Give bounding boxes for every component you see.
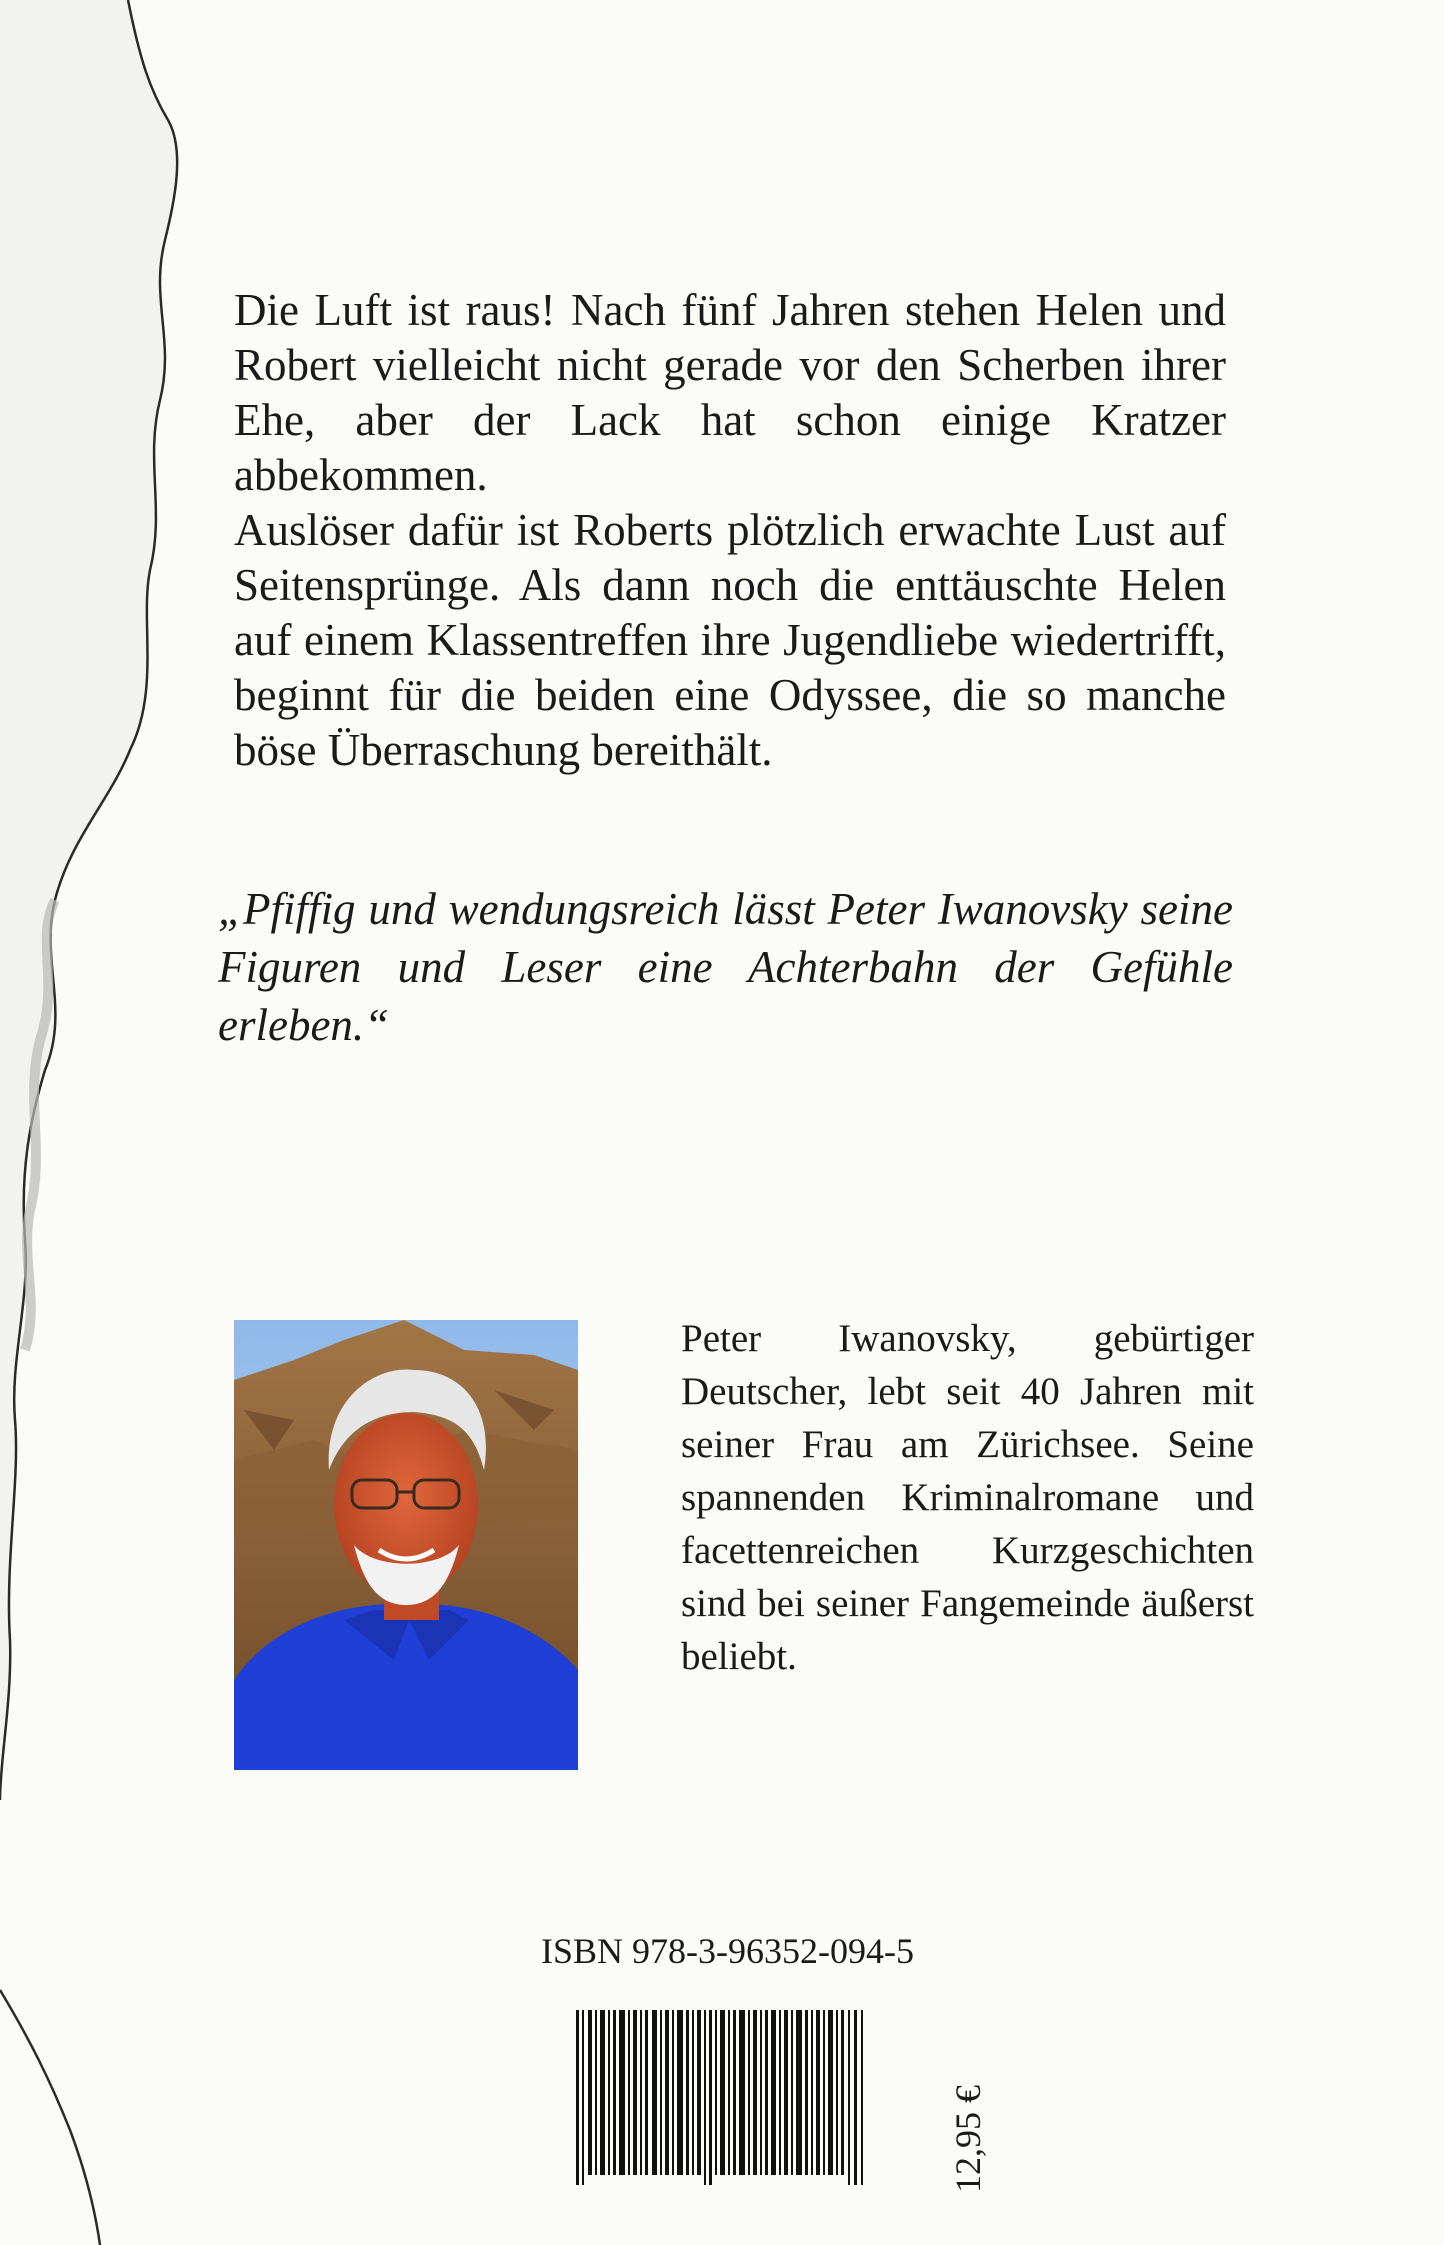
- description-paragraph-1: Die Luft ist raus! Nach fünf Jahren stehen Helen und Robert vielleicht nicht gerade vor den Scherben ihrer Ehe, aber der Lack hat schon einige Kratzer abbekommen.: [234, 285, 1226, 500]
- description-paragraph-2: Auslöser dafür ist Roberts plötzlich erwachte Lust auf Seitensprünge. Als dann noch die enttäuschte Helen auf einem Klassentreffen ihre Jugendliebe wiedertrifft, beginnt für die beiden eine Odyssee, die so manche böse Überraschung bereithält.: [234, 505, 1226, 775]
- book-description: [234, 283, 1226, 778]
- price-label: 12,95 €: [948, 2085, 988, 2193]
- barcode: [576, 2010, 866, 2185]
- author-photo: [234, 1320, 578, 1770]
- isbn-number: ISBN 978-3-96352-094-5: [541, 1931, 914, 1971]
- review-quote: „Pfiffig und wendungsreich lässt Peter Iwanovsky seine Figuren und Leser eine Achterbahn der Gefühle erleben.“: [218, 884, 1233, 1050]
- author-bio: Peter Iwanovsky, gebürtiger Deutscher, lebt seit 40 Jahren mit seiner Frau am Zürichsee. Seine spannenden Kriminalromane und facettenreichen Kurzgeschichten sind bei seiner Fangemeinde äußerst beliebt.: [681, 1317, 1254, 1678]
- torn-paper-edge: [0, 0, 260, 2245]
